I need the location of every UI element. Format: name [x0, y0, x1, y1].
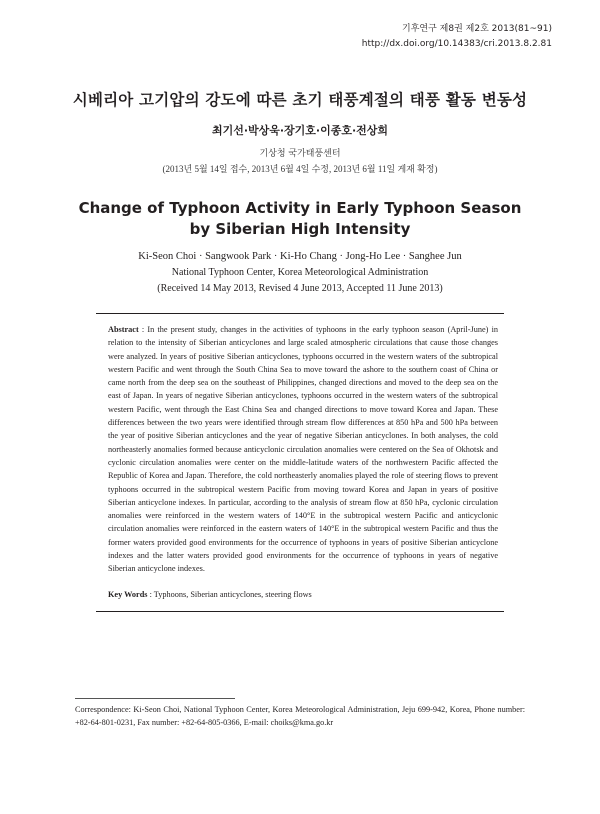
- keywords-label: Key Words: [108, 590, 148, 599]
- korean-authors: 최기선·박상욱·장기호·이종호·전상희: [211, 124, 389, 137]
- keywords-text: : Typhoons, Siberian anticyclones, steering flows: [147, 590, 312, 599]
- korean-dates: (2013년 5월 14일 접수, 2013년 6월 4일 수정, 2013년 6월 11일 게재 확정): [162, 164, 438, 174]
- abstract-bottom-rule: [96, 611, 504, 612]
- journal-citation: 기후연구 제8권 제2호 2013(81~91): [402, 24, 552, 34]
- english-affiliation: National Typhoon Center, Korea Meteorological Administration: [171, 267, 429, 278]
- english-title-line1: Change of Typhoon Activity in Early Typhoon Season: [78, 199, 522, 217]
- korean-title: 시베리아 고기압의 강도에 따른 초기 태풍계절의 태풍 활동 변동성: [72, 91, 528, 109]
- english-dates: (Received 14 May 2013, Revised 4 June 2013, Accepted 11 June 2013): [157, 283, 443, 294]
- korean-affiliation: 기상청 국가태풍센터: [259, 149, 341, 159]
- abstract: [108, 323, 498, 576]
- english-authors: Ki-Seon Choi · Sangwook Park · Ki-Ho Chang · Jong-Ho Lee · Sanghee Jun: [138, 251, 462, 262]
- abstract-text: : In the present study, changes in the activities of typhoons in the early typhoon season (April-June) in relation to the intensity of Siberian anticyclones and large scaled atmospheric circulations that cause those changes were analyzed. In years of positive Siberian anticyclones, typhoons occurred in the western waters of the subtropical western Pacific and went through the South China Sea to move toward the ashore to the southern coast of China or came north from the deep sea on the southeast of Philippines, changed directions and moved to the deep sea on the east of Japan. In years of negative Siberian anticyclones, typhoons occurred in the western waters of the subtropical western Pacific, went through the East China Sea and changed directions to move toward Korea and Japan. These differences between the two years were identified through stream flow differences at 850 hPa and 500 hPa between the year of positive Siberian anticyclones and the year of negative Siberian anticyclones. In both analyses, the cold northeasterly anomalies formed because anticyclonic circulation anomalies were centered on the Sea of Okhotsk and cyclonic circulation anomalies were center on the middle-latitude waters of the northwestern Pacific affected the Republic of Korea and Japan. Therefore, the cold northeasterly anomalies played the role of steering flows to prevent typhoons occurred in the subtropical western Pacific from moving toward Korea and Japan in years of positive Siberian anticyclone indexes. In particular, according to the analysis of stream flow at 850 hPa, cyclonic circulation anomalies were reinforced in the western waters of 140°E in the subtropical western Pacific and anticyclonic circulation anomalies were reinforced in the eastern waters of 140°E in the subtropical western Pacific and thus the former waters provided good environments for the occurrence of typhoons in years of positive Siberian anticyclone indexes and the latter waters provided good environments for the occurrence of typhoons in years of negative Siberian anticyclone indexes.: [108, 325, 498, 574]
- abstract-top-rule: [96, 313, 504, 314]
- keywords: [108, 590, 498, 599]
- english-title: [0, 198, 600, 240]
- footnote-rule: [75, 698, 235, 699]
- doi-link[interactable]: http://dx.doi.org/10.14383/cri.2013.8.2.81: [361, 39, 552, 49]
- abstract-label: Abstract: [108, 325, 139, 334]
- correspondence-footnote: Correspondence: Ki-Seon Choi, National Typhoon Center, Korea Meteorological Administration, Jeju 699-942, Korea, Phone number: +82-64-801-0231, Fax number: +82-64-805-0366, E-mail: choiks@kma.go.kr: [75, 705, 525, 727]
- english-title-line2: by Siberian High Intensity: [189, 220, 411, 238]
- journal-header: [362, 22, 552, 52]
